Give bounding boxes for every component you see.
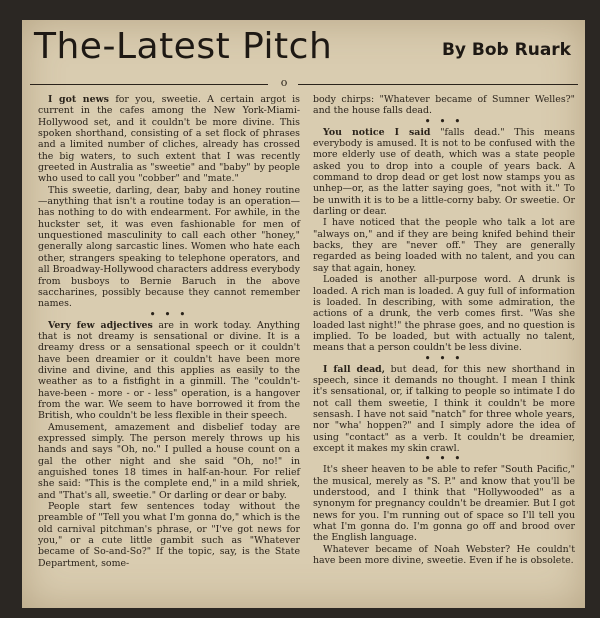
paragraph-text: I have noticed that the people who talk a lot are "always on," and if they are being knifed behind their backs, they are "never off." They are generally regarded as being loaded with no talent, and you can say that again, honey. — [313, 217, 575, 274]
section-separator: • • • — [424, 454, 464, 465]
paragraph — [38, 94, 300, 185]
paragraph-lead: Very few adjectives — [48, 319, 153, 331]
section-separator: • • • — [149, 309, 189, 320]
paragraph-text: It's sheer heaven to be able to refer "South Pacific," the musical, merely as "S. P." and know that you'll be understood, and I think that "Hollywooded" as a synonym for pregnancy couldn't be dreamier. But I got news for you. I'm running out of space so I'll tell you what I'm gonna do. I'm gonna go off and brood over the English language. — [313, 464, 575, 544]
section-separator: • • • — [424, 116, 464, 127]
paragraph — [313, 127, 575, 218]
text-column-1 — [38, 94, 300, 569]
paragraph — [38, 422, 300, 501]
paragraph-text: for you, sweetie. A certain argot is current in the cafes among the New York-Miami-Hollywood set, and it couldn't be more divine. This spoken shorthand, consisting of a set flock of phrases and a limited number of cliches, already has crossed the big waters, to such extent that I was recently greeted in Australia as "sweetie" and "baby" by people who used to call you "cobber" and "mate." — [38, 94, 300, 185]
paragraph-lead: I fall dead, — [323, 363, 385, 375]
paragraph — [38, 185, 300, 310]
paragraph — [38, 501, 300, 569]
paragraph-text: body chirps: "Whatever became of Sumner Welles?" and the house falls dead. — [313, 94, 575, 117]
paragraph — [313, 364, 575, 455]
paragraph — [313, 217, 575, 274]
paragraph-text: People start few sentences today without the preamble of "Tell you what I'm gonna do," which is the old carnival pitchman's phrase, or "I've got news for you," or a cute little gambit such as "Whatever became of So-and-So?" If the topic, say, is the State Department, some- — [38, 501, 300, 569]
paragraph-text: Whatever became of Noah Webster? He couldn't have been more divine, sweetie. Even if he is obsolete. — [313, 543, 575, 567]
header-rule-left — [30, 84, 268, 85]
newspaper-clipping — [22, 20, 585, 608]
paragraph — [313, 94, 575, 117]
section-separator: • • • — [424, 353, 464, 364]
column-header — [22, 20, 585, 78]
byline: By Bob Ruark — [441, 40, 571, 60]
paragraph-text: are in work today. Anything that is not dreamy is sensational or divine. It is a dreamy dress or a sensational speech or it couldn't have been dreamier or it couldn't have been more divine and divine, and this applies as easily to the weather as to a fistfight in a ginmill. The "couldn't-have-been - more - or - less" operation, is a hangover from the war. We seem to have borrowed it from the British, who couldn't be less flexible in their speech. — [38, 319, 300, 422]
paragraph — [313, 464, 575, 543]
column-title: The-Latest Pitch — [34, 26, 333, 67]
paragraph-text: This sweetie, darling, dear, baby and honey routine—anything that isn't a routine today is an operation—has nothing to do with endearment. For awhile, in the huckster set, it was even fashionable for men of unquestioned masculinity to call each other "honey," generally along sarcastic lines. Women who hate each other, strangers speaking to telephone operators, and all Broadway-Hollywood characters address everybody from busboys to Bernie Baruch in the above saccharines, possibly because they cannot remember names. — [38, 184, 300, 310]
paragraph-lead: I got news — [48, 94, 109, 105]
paragraph-lead: You notice I said — [323, 126, 431, 138]
paragraph-text: Amusement, amazement and disbelief today are expressed simply. The person merely throws up his hands and says "Oh, no." I pulled a house count on a gal the other night and she said "Oh, no!" in anguished tones 18 times in half-an-hour. For relief she said: "This is the complete end," in a mild shriek, and "That's all, sweetie." Or darling or dear or baby. — [38, 421, 300, 501]
paragraph — [38, 320, 300, 422]
paragraph-text: Loaded is another all-purpose word. A drunk is loaded. A rich man is loaded. A guy full of information is loaded. In describing, with some admiration, the actions of a drunk, the verb comes first. "Was she loaded last night!" the phrase goes, and no question is implied. To be loaded, but with actually no talent, means that a person couldn't be less divine. — [313, 274, 575, 354]
text-column-2 — [313, 94, 575, 566]
paragraph-text: but dead, for this new shorthand in speech, since it demands no thought. I mean I think it's sensational, or, if talking to people so intimate I do not call them sweetie, I think it couldn't be more sensash. I have not said "natch" for three whole years, nor "wha' hoppen?" and I simply adore the idea of using "contact" as a verb. It couldn't be dreamier, except it makes my skin crawl. — [313, 363, 575, 454]
paragraph — [313, 274, 575, 353]
header-ornament: o — [280, 76, 288, 89]
paragraph-text: "falls dead." This means everybody is amused. It is not to be confused with the more elderly use of death, which was a state people asked you to drop into a couple of years back. A command to drop dead or get lost now stamps you as unhep—or, as the latter saying goes, "not with it." To be unwith it is to be a little-corny baby. Or sweetie. Or darling or dear. — [313, 126, 575, 218]
paragraph — [313, 544, 575, 567]
header-rule-right — [298, 84, 578, 85]
